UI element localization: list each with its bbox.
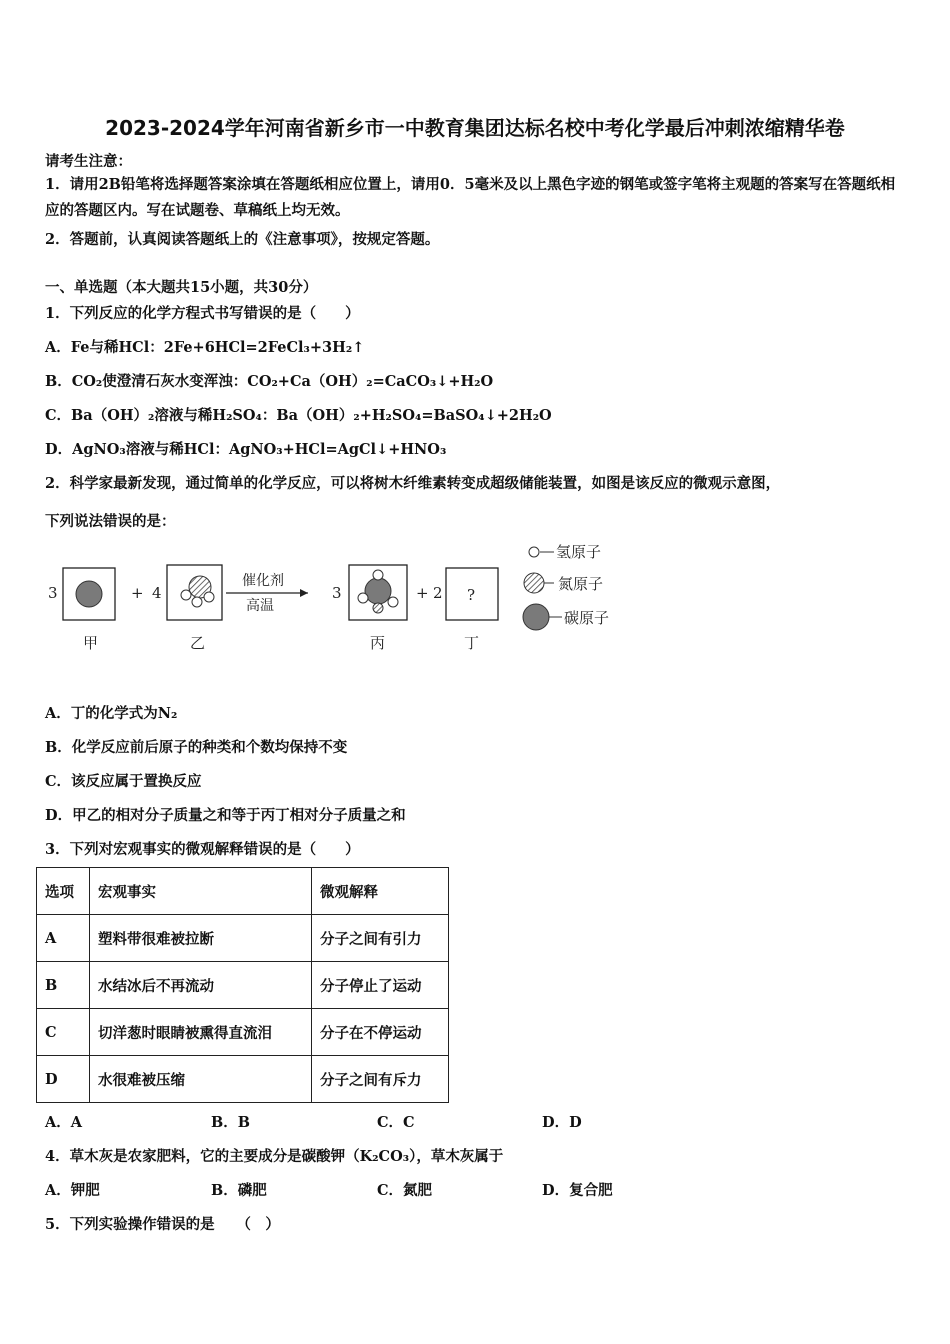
page-title: 2023-2024学年河南省新乡市一中教育集团达标名校中考化学最后冲刺浓缩精华卷 (105, 116, 845, 140)
table-row (37, 962, 449, 1009)
table-cell: D (37, 1056, 90, 1103)
table-header-cell: 宏观事实 (90, 868, 312, 915)
table-cell: 塑料带很难被拉断 (90, 915, 312, 962)
q2-option-c: C．该反应属于置换反应 (45, 773, 202, 790)
table-cell: 水很难被压缩 (90, 1056, 312, 1103)
table-header-cell: 选项 (37, 868, 90, 915)
coef-ding: 2 (433, 584, 443, 602)
table-cell: 分子在不停运动 (312, 1009, 449, 1056)
carbon-atom (365, 578, 391, 604)
label-yi: 乙 (190, 634, 206, 652)
legend-carbon: 碳原子 (564, 609, 610, 627)
q3-option-c: C．C (377, 1114, 415, 1131)
q2-option-d: D．甲乙的相对分子质量之和等于丙丁相对分子质量之和 (45, 807, 406, 824)
label-ding: 丁 (464, 634, 480, 652)
legend-hydrogen-icon (529, 547, 539, 557)
legend-nitrogen: 氮原子 (558, 575, 604, 593)
q4-option-d: D．复合肥 (542, 1182, 613, 1199)
table-row (37, 915, 449, 962)
q4-option-c: C．氮肥 (377, 1182, 433, 1199)
carbon-atom (76, 581, 102, 607)
plus-2: + (416, 584, 429, 602)
table-cell: 切洋葱时眼睛被熏得直流泪 (90, 1009, 312, 1056)
table-row (37, 1056, 449, 1103)
table-header-row (37, 868, 449, 915)
hydrogen-atom (192, 597, 202, 607)
q2-option-b: B．化学反应前后原子的种类和个数均保持不变 (45, 739, 348, 756)
arrow-head-icon (300, 589, 308, 597)
q3-stem: 3．下列对宏观事实的微观解释错误的是（ ） (45, 841, 360, 858)
q2-option-a: A．丁的化学式为N₂ (45, 705, 178, 722)
hydrogen-atom (388, 597, 398, 607)
table-cell: A (37, 915, 90, 962)
q1-option-c: C．Ba（OH）₂溶液与稀H₂SO₄：Ba（OH）₂+H₂SO₄=BaSO₄↓+2H₂O (45, 407, 552, 424)
condition-catalyst: 催化剂 (242, 573, 284, 589)
table-cell: 水结冰后不再流动 (90, 962, 312, 1009)
notice-item-1: 1．请用2B铅笔将选择题答案涂填在答题纸相应位置上，请用0．5毫米及以上黑色字迹的钢笔或签字笔将主观题的答案写在答题纸相应的答题区内。写在试题卷、草稿纸上均无效。 (45, 176, 896, 219)
condition-high-temp: 高温 (246, 598, 274, 614)
coef-jia: 3 (48, 584, 58, 602)
q1-stem: 1．下列反应的化学方程式书写错误的是（ ） (45, 305, 360, 322)
table-cell: C (37, 1009, 90, 1056)
nitrogen-atom (373, 603, 383, 613)
q4-option-b: B．磷肥 (211, 1182, 267, 1199)
hydrogen-atom (181, 590, 191, 600)
q3-option-b: B．B (211, 1114, 251, 1131)
legend-hydrogen: 氢原子 (556, 543, 602, 561)
q4-stem: 4．草木灰是农家肥料，它的主要成分是碳酸钾（K₂CO₃），草木灰属于 (45, 1148, 504, 1165)
q3-option-a: A．A (45, 1114, 83, 1131)
q1-option-b: B．CO₂使澄清石灰水变浑浊：CO₂+Ca（OH）₂=CaCO₃↓+H₂O (45, 373, 494, 390)
hydrogen-atom (373, 570, 383, 580)
q1-option-a: A．Fe与稀HCl：2Fe+6HCl=2FeCl₃+3H₂↑ (45, 339, 365, 356)
q3-option-d: D．D (542, 1114, 582, 1131)
table-cell: 分子之间有引力 (312, 915, 449, 962)
table-row (37, 1009, 449, 1056)
q2-stem-line1: 2．科学家最新发现，通过简单的化学反应，可以将树木纤维素转变成超级储能装置，如图是该反应的微观示意图， (45, 475, 781, 492)
q4-option-a: A．钾肥 (45, 1182, 100, 1199)
label-jia: 甲 (83, 634, 99, 652)
section-heading: 一、单选题（本大题共15小题，共30分） (45, 279, 318, 296)
table-cell: 分子停止了运动 (312, 962, 449, 1009)
table-cell: 分子之间有斥力 (312, 1056, 449, 1103)
table-cell: B (37, 962, 90, 1009)
coef-bing: 3 (332, 584, 342, 602)
q2-stem-line2: 下列说法错误的是： (45, 513, 176, 530)
reaction-diagram (40, 535, 640, 660)
q3-table (36, 867, 449, 1103)
hydrogen-atom (358, 593, 368, 603)
notice-heading: 请考生注意： (45, 153, 132, 170)
label-bing: 丙 (370, 634, 386, 652)
notice-item-2: 2．答题前，认真阅读答题纸上的《注意事项》，按规定答题。 (45, 231, 440, 248)
plus-1: + (131, 584, 144, 602)
q1-option-d: D．AgNO₃溶液与稀HCl：AgNO₃+HCl=AgCl↓+HNO₃ (45, 441, 447, 458)
hydrogen-atom (204, 592, 214, 602)
coef-yi: 4 (152, 584, 162, 602)
legend-carbon-icon (523, 604, 549, 630)
unknown-mark: ? (467, 586, 476, 604)
legend-nitrogen-icon (524, 573, 544, 593)
table-header-cell: 微观解释 (312, 868, 449, 915)
q5-stem: 5．下列实验操作错误的是 （ ） (45, 1216, 280, 1233)
